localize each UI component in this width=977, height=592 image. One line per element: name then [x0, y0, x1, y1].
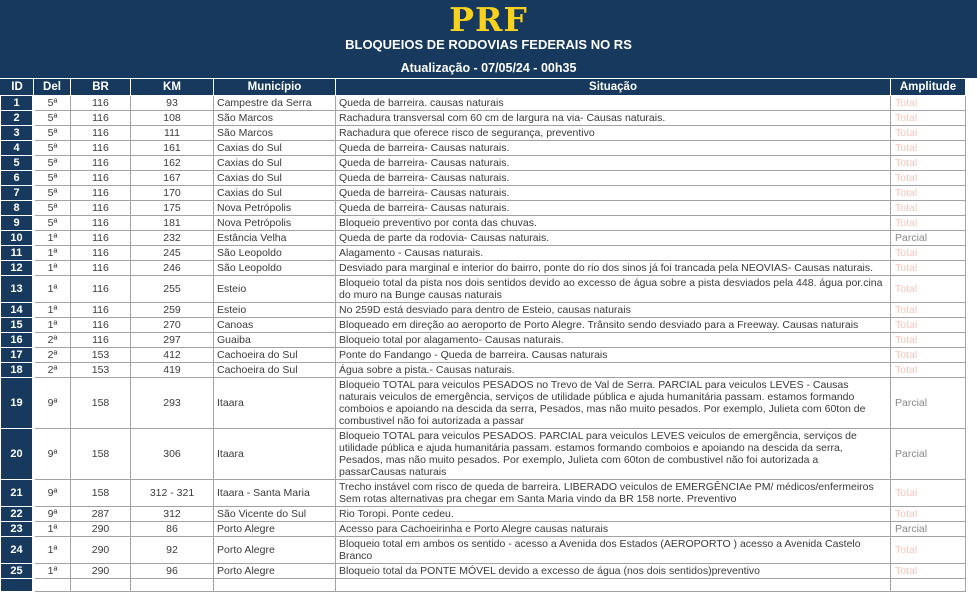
row-id-cell: 21	[1, 480, 34, 507]
br-cell: 116	[71, 261, 131, 276]
br-cell: 290	[71, 522, 131, 537]
table-body	[1, 96, 966, 592]
table-row	[1, 363, 966, 378]
km-cell: 245	[131, 246, 214, 261]
br-cell: 116	[71, 276, 131, 303]
del-cell: 5ª	[34, 186, 71, 201]
municipio-cell: Esteio	[214, 303, 336, 318]
km-cell: 412	[131, 348, 214, 363]
column-header-situacao: Situação	[336, 79, 891, 96]
row-id-cell: 5	[1, 156, 34, 171]
column-header-del: Del	[34, 79, 71, 96]
km-cell: 161	[131, 141, 214, 156]
table-row	[1, 171, 966, 186]
situacao-cell: Rio Toropi. Ponte cedeu.	[336, 507, 891, 522]
situacao-cell: Rachadura que oferece risco de segurança, preventivo	[336, 126, 891, 141]
blockages-table	[0, 78, 966, 592]
amplitude-cell: Total	[891, 156, 966, 171]
table-row	[1, 111, 966, 126]
situacao-cell: Bloqueio preventivo por conta das chuvas.	[336, 216, 891, 231]
row-id-cell: 25	[1, 564, 34, 579]
row-id-cell: 19	[1, 378, 34, 429]
del-cell: 5ª	[34, 156, 71, 171]
amplitude-cell: Parcial	[891, 522, 966, 537]
km-cell: 312 - 321	[131, 480, 214, 507]
municipio-cell: Caxias do Sul	[214, 186, 336, 201]
br-cell: 116	[71, 171, 131, 186]
amplitude-cell: Total	[891, 537, 966, 564]
situacao-cell: Queda de barreira- Causas naturais.	[336, 141, 891, 156]
amplitude-cell: Total	[891, 201, 966, 216]
situacao-cell: Bloqueio total por alagamento- Causas naturais.	[336, 333, 891, 348]
amplitude-cell: Total	[891, 126, 966, 141]
column-header-amplitude: Amplitude	[891, 79, 966, 96]
row-id-cell: 13	[1, 276, 34, 303]
row-id-cell: 14	[1, 303, 34, 318]
row-id-cell: 8	[1, 201, 34, 216]
table-row	[1, 276, 966, 303]
situacao-cell: No 259D está desviado para dentro de Esteio, causas naturais	[336, 303, 891, 318]
br-cell: 158	[71, 429, 131, 480]
km-cell: 181	[131, 216, 214, 231]
del-cell: 1ª	[34, 276, 71, 303]
situacao-cell: Alagamento - Causas naturais.	[336, 246, 891, 261]
page-title: BLOQUEIOS DE RODOVIAS FEDERAIS NO RS	[345, 37, 632, 52]
row-id-cell: 7	[1, 186, 34, 201]
table-row	[1, 186, 966, 201]
update-timestamp: Atualização - 07/05/24 - 00h35	[400, 61, 577, 75]
municipio-cell: Caxias do Sul	[214, 156, 336, 171]
situacao-cell: Trecho instável com risco de queda de barreira. LIBERADO veiculos de EMERGÊNCIAe PM/ médicos/enfermeiros Sem rotas alternativas pra chegar em Santa Maria vindo da BR 158 norte. Preventivo	[336, 480, 891, 507]
municipio-cell: Porto Alegre	[214, 522, 336, 537]
table-row	[1, 378, 966, 429]
br-cell: 116	[71, 111, 131, 126]
amplitude-cell: Total	[891, 186, 966, 201]
amplitude-cell: Parcial	[891, 429, 966, 480]
situacao-cell: Bloqueado em direção ao aeroporto de Porto Alegre. Trânsito sendo desviado para a Freeway. Causas naturais	[336, 318, 891, 333]
del-cell: 1ª	[34, 246, 71, 261]
del-cell: 9ª	[34, 378, 71, 429]
municipio-cell: Canoas	[214, 318, 336, 333]
br-cell: 153	[71, 348, 131, 363]
amplitude-cell: Total	[891, 363, 966, 378]
table-row	[1, 156, 966, 171]
amplitude-cell: Total	[891, 333, 966, 348]
municipio-cell: São Vicente do Sul	[214, 507, 336, 522]
row-id-cell: 15	[1, 318, 34, 333]
del-cell: 1ª	[34, 522, 71, 537]
row-id-cell: 23	[1, 522, 34, 537]
table-row	[1, 246, 966, 261]
municipio-cell: São Marcos	[214, 126, 336, 141]
municipio-cell: Porto Alegre	[214, 564, 336, 579]
table-row	[1, 126, 966, 141]
municipio-cell: Porto Alegre	[214, 537, 336, 564]
situacao-cell: Queda de barreira- Causas naturais.	[336, 186, 891, 201]
br-cell: 116	[71, 156, 131, 171]
km-cell: 255	[131, 276, 214, 303]
situacao-cell: Água sobre a pista.- Causas naturais.	[336, 363, 891, 378]
table-header-row	[1, 79, 966, 96]
br-cell: 116	[71, 246, 131, 261]
column-header-br: BR	[71, 79, 131, 96]
municipio-cell: Esteio	[214, 276, 336, 303]
del-cell: 9ª	[34, 429, 71, 480]
br-cell: 116	[71, 186, 131, 201]
municipio-cell: Caxias do Sul	[214, 141, 336, 156]
situacao-cell: Rachadura transversal com 60 cm de largura na via- Causas naturais.	[336, 111, 891, 126]
amplitude-cell: Total	[891, 171, 966, 186]
municipio-cell: São Marcos	[214, 111, 336, 126]
del-cell: 5ª	[34, 111, 71, 126]
br-cell: 287	[71, 507, 131, 522]
table-row	[1, 537, 966, 564]
br-cell: 116	[71, 231, 131, 246]
br-cell: 116	[71, 201, 131, 216]
br-cell: 116	[71, 126, 131, 141]
km-cell: 312	[131, 507, 214, 522]
km-cell: 167	[131, 171, 214, 186]
row-id-cell: 16	[1, 333, 34, 348]
row-id-cell: 12	[1, 261, 34, 276]
situacao-cell: Bloqueio TOTAL para veiculos PESADOS. PARCIAL para veiculos LEVES veiculos de emergência, serviços de utilidade pública e ajuda humanitária passam. estamos formando comboios e apoiando na descida da serra, Pesados, mas não muito pesados. Por exemplo, Julieta com 60ton de combustivel não foi autorizada a passarCausas naturais	[336, 429, 891, 480]
table-row	[1, 318, 966, 333]
table-row	[1, 333, 966, 348]
table-row	[1, 141, 966, 156]
row-id-cell: 2	[1, 111, 34, 126]
situacao-cell: Queda de barreira. causas naturais	[336, 96, 891, 111]
table-header	[1, 79, 966, 96]
situacao-cell: Queda de barreira- Causas naturais.	[336, 171, 891, 186]
br-cell: 153	[71, 363, 131, 378]
table-row	[1, 261, 966, 276]
amplitude-cell: Total	[891, 480, 966, 507]
amplitude-cell	[891, 579, 966, 592]
situacao-cell: Queda de barreira- Causas naturais.	[336, 201, 891, 216]
km-cell: 96	[131, 564, 214, 579]
table-row	[1, 429, 966, 480]
br-cell: 116	[71, 216, 131, 231]
br-cell: 116	[71, 96, 131, 111]
row-id-cell: 4	[1, 141, 34, 156]
km-cell: 232	[131, 231, 214, 246]
municipio-cell: Guaiba	[214, 333, 336, 348]
header-banner	[0, 0, 977, 78]
del-cell: 2ª	[34, 363, 71, 378]
del-cell: 5ª	[34, 126, 71, 141]
amplitude-cell: Total	[891, 303, 966, 318]
br-cell: 116	[71, 141, 131, 156]
amplitude-cell: Total	[891, 141, 966, 156]
municipio-cell: São Leopoldo	[214, 261, 336, 276]
row-id-cell: 20	[1, 429, 34, 480]
del-cell: 9ª	[34, 507, 71, 522]
column-header-id: ID	[1, 79, 34, 96]
br-cell: 116	[71, 333, 131, 348]
amplitude-cell: Total	[891, 564, 966, 579]
km-cell: 297	[131, 333, 214, 348]
del-cell: 9ª	[34, 480, 71, 507]
table-row	[1, 507, 966, 522]
del-cell: 1ª	[34, 231, 71, 246]
situacao-cell	[336, 579, 891, 592]
municipio-cell: Caxias do Sul	[214, 171, 336, 186]
del-cell: 1ª	[34, 537, 71, 564]
km-cell: 259	[131, 303, 214, 318]
situacao-cell: Ponte do Fandango - Queda de barreira. Causas naturais	[336, 348, 891, 363]
row-id-cell: 9	[1, 216, 34, 231]
table-row	[1, 201, 966, 216]
municipio-cell: Cachoeira do Sul	[214, 348, 336, 363]
km-cell: 86	[131, 522, 214, 537]
km-cell: 108	[131, 111, 214, 126]
situacao-cell: Bloqueio TOTAL para veiculos PESADOS no Trevo de Val de Serra. PARCIAL para veiculos LEVES - Causas naturais veiculos de emergência, serviços de utilidade pública e ajuda humanitária passam. estamos formando comboios e apoiando na descida da serra, Pesados, mas não muito pesados. Por exemplo, Julieta com 60ton de combustivel não foi autorizada a passar	[336, 378, 891, 429]
km-cell: 175	[131, 201, 214, 216]
amplitude-cell: Total	[891, 216, 966, 231]
table-row-cutoff	[1, 579, 966, 592]
br-cell: 158	[71, 378, 131, 429]
row-id-cell: 18	[1, 363, 34, 378]
situacao-cell: Queda de barreira- Causas naturais.	[336, 156, 891, 171]
amplitude-cell: Total	[891, 111, 966, 126]
amplitude-cell: Total	[891, 507, 966, 522]
km-cell: 270	[131, 318, 214, 333]
situacao-cell: Bloqueio total da pista nos dois sentidos devido ao excesso de água sobre a pista desviados pela 448. água por.cina do muro na Bunge causas naturais	[336, 276, 891, 303]
row-id-cell: 24	[1, 537, 34, 564]
km-cell: 92	[131, 537, 214, 564]
amplitude-cell: Total	[891, 96, 966, 111]
del-cell: 1ª	[34, 318, 71, 333]
del-cell: 5ª	[34, 171, 71, 186]
row-id-cell: 3	[1, 126, 34, 141]
table-row	[1, 216, 966, 231]
km-cell: 306	[131, 429, 214, 480]
municipio-cell: Nova Petrópolis	[214, 201, 336, 216]
situacao-cell: Acesso para Cachoeirinha e Porto Alegre causas naturais	[336, 522, 891, 537]
km-cell: 293	[131, 378, 214, 429]
del-cell: 5ª	[34, 216, 71, 231]
km-cell: 111	[131, 126, 214, 141]
row-id-cell: 10	[1, 231, 34, 246]
amplitude-cell: Parcial	[891, 231, 966, 246]
del-cell: 5ª	[34, 201, 71, 216]
situacao-cell: Desviado para marginal e interior do bairro, ponte do rio dos sinos já foi trancada pela NEOVIAS- Causas naturais.	[336, 261, 891, 276]
table-row	[1, 231, 966, 246]
del-cell: 2ª	[34, 333, 71, 348]
prf-logo: PRF	[449, 0, 528, 39]
municipio-cell	[214, 579, 336, 592]
amplitude-cell: Parcial	[891, 378, 966, 429]
row-id-cell	[1, 579, 34, 592]
amplitude-cell: Total	[891, 318, 966, 333]
km-cell: 419	[131, 363, 214, 378]
br-cell	[71, 579, 131, 592]
br-cell: 116	[71, 318, 131, 333]
amplitude-cell: Total	[891, 246, 966, 261]
amplitude-cell: Total	[891, 261, 966, 276]
table-row	[1, 522, 966, 537]
municipio-cell: Estância Velha	[214, 231, 336, 246]
row-id-cell: 1	[1, 96, 34, 111]
del-cell: 2ª	[34, 348, 71, 363]
del-cell: 5ª	[34, 96, 71, 111]
municipio-cell: Nova Petrópolis	[214, 216, 336, 231]
br-cell: 158	[71, 480, 131, 507]
del-cell: 1ª	[34, 564, 71, 579]
km-cell: 170	[131, 186, 214, 201]
km-cell: 246	[131, 261, 214, 276]
table-row	[1, 96, 966, 111]
row-id-cell: 11	[1, 246, 34, 261]
br-cell: 290	[71, 537, 131, 564]
row-id-cell: 6	[1, 171, 34, 186]
situacao-cell: Bloqueio total em ambos os sentido - acesso a Avenida dos Estados (AEROPORTO ) acesso a Avenida Castelo Branco	[336, 537, 891, 564]
amplitude-cell: Total	[891, 276, 966, 303]
br-cell: 116	[71, 303, 131, 318]
table-row	[1, 348, 966, 363]
amplitude-cell: Total	[891, 348, 966, 363]
column-header-municipio: Município	[214, 79, 336, 96]
del-cell	[34, 579, 71, 592]
situacao-cell: Bloqueio total da PONTE MÓVEL devido a excesso de água (nos dois sentidos)preventivo	[336, 564, 891, 579]
municipio-cell: Itaara	[214, 429, 336, 480]
table-row	[1, 480, 966, 507]
del-cell: 1ª	[34, 303, 71, 318]
km-cell: 93	[131, 96, 214, 111]
municipio-cell: Campestre da Serra	[214, 96, 336, 111]
del-cell: 1ª	[34, 261, 71, 276]
column-header-km: KM	[131, 79, 214, 96]
municipio-cell: Itaara	[214, 378, 336, 429]
municipio-cell: São Leopoldo	[214, 246, 336, 261]
table-row	[1, 564, 966, 579]
row-id-cell: 22	[1, 507, 34, 522]
municipio-cell: Itaara - Santa Maria	[214, 480, 336, 507]
del-cell: 5ª	[34, 141, 71, 156]
row-id-cell: 17	[1, 348, 34, 363]
km-cell: 162	[131, 156, 214, 171]
municipio-cell: Cachoeira do Sul	[214, 363, 336, 378]
km-cell	[131, 579, 214, 592]
br-cell: 290	[71, 564, 131, 579]
situacao-cell: Queda de parte da rodovia- Causas naturais.	[336, 231, 891, 246]
table-row	[1, 303, 966, 318]
